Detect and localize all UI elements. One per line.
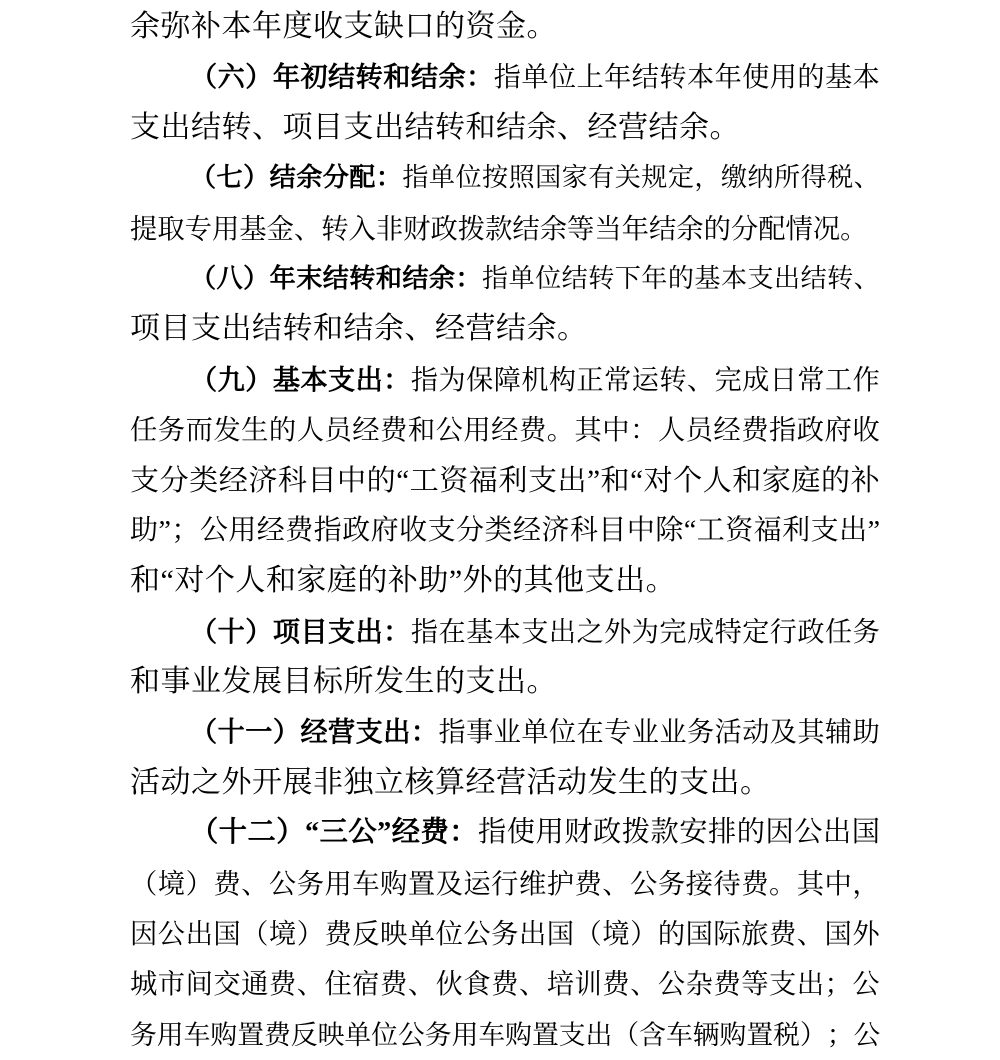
- text-line: （ 十 一 ） 经 营 支 出 ： 指 事 业 单 位 在 专 业 业 务 活 动 及 其 辅 助: [190, 717, 880, 748]
- text-line: 因 公 出 国 （ 境 ） 费 反 映 单 位 公 务 出 国 （ 境 ） 的 国 际 旅 费 、 国 外: [130, 919, 880, 950]
- text-line: [130, 2, 880, 52]
- text-run: 活动之外开展非独立核算经营活动发生的支出。: [130, 765, 771, 799]
- line-content: [130, 10, 557, 43]
- line-content: [130, 312, 588, 345]
- text-line: 助 ” ； 公 用 经 费 指 政 府 收 支 分 类 经 济 科 目 中 除 “ 工 资 福 利 支 出 ”: [130, 514, 880, 546]
- line-content: [130, 564, 676, 597]
- text-run: 项目支出结转和结余、经营结余。: [130, 312, 588, 346]
- text-run: 和事业发展目标所发生的支出。: [130, 665, 557, 699]
- text-line: 城 市 间 交 通 费 、 住 宿 费 、 伙 食 费 、 培 训 费 、 公 杂 费 等 支 出 ； 公: [130, 969, 880, 1000]
- text-line: （ 九 ） 基 本 支 出 ： 指 为 保 障 机 构 正 常 运 转 、 完 成 日 常 工 作: [190, 364, 880, 395]
- text-line: [130, 758, 880, 808]
- line-content: [130, 214, 867, 244]
- text-line: [130, 304, 880, 354]
- text-line: （ 六 ） 年 初 结 转 和 结 余 ： 指 单 位 上 年 结 转 本 年 使 用 的 基 本: [190, 62, 880, 93]
- text-run: 支出结转、项目支出结转和结余、经营结余。: [130, 110, 740, 144]
- line-content: [130, 766, 771, 799]
- text-line: （ 十 二 ） “ 三 公 ” 经 费 ： 指 使 用 财 政 拨 款 安 排 的 因 公 出 国: [190, 817, 880, 849]
- document-text-block: [130, 2, 880, 1060]
- text-line: [130, 103, 880, 153]
- text-line: （ 八 ） 年 末 结 转 和 结 余 ： 指 单 位 结 转 下 年 的 基 本 支 出 结 转 、: [190, 263, 880, 293]
- text-line: 务 用 车 购 置 费 反 映 单 位 公 务 用 车 购 置 支 出 （ 含 车 辆 购 置 税 ） ； 公: [130, 1019, 881, 1050]
- text-line: [130, 556, 880, 606]
- text-run: 和“对个人和家庭的补助”外的其他支出。: [130, 564, 677, 598]
- text-line: 支 分 类 经 济 科 目 中 的 “ 工 资 福 利 支 出 ” 和 “ 对 个 人 和 家 庭 的 补: [130, 464, 880, 497]
- line-content: [130, 665, 557, 698]
- text-line: [130, 204, 880, 254]
- text-run: 余弥补本年度收支缺口的资金。: [130, 10, 557, 43]
- text-line: 任 务 而 发 生 的 人 员 经 费 和 公 用 经 费 。 其 中 ： 人 员 经 费 指 政 府 收: [130, 415, 880, 446]
- text-line: （ 十 ） 项 目 支 出 ： 指 在 基 本 支 出 之 外 为 完 成 特 定 行 政 任 务: [190, 616, 880, 647]
- text-line: （ 七 ） 结 余 分 配 ： 指 单 位 按 照 国 家 有 关 规 定 ， 缴 纳 所 得 税 、: [190, 163, 880, 193]
- text-run: 提取专用基金、转入非财政拨款结余等当年结余的分配情况。: [130, 213, 868, 244]
- text-line: [130, 657, 880, 707]
- text-line: （ 境 ） 费 、 公 务 用 车 购 置 及 运 行 维 护 费 、 公 务 接 待 费 。 其 中 ，: [130, 868, 880, 899]
- line-content: [130, 111, 740, 144]
